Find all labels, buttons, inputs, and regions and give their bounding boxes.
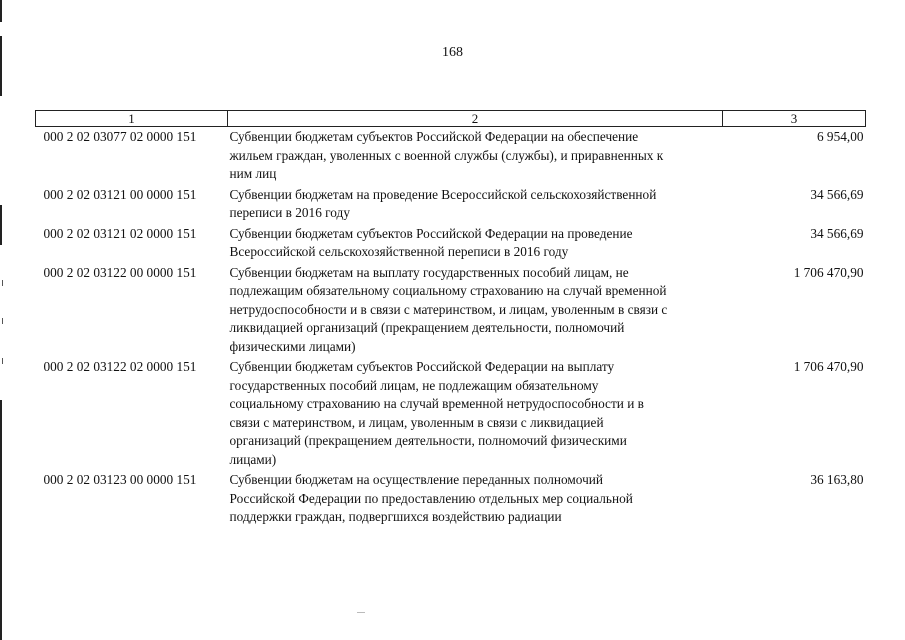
description-line: переписи в 2016 году: [229, 205, 350, 220]
description-line: Субвенции бюджетам на проведение Всероссийской сельскохозяйственной: [229, 186, 657, 202]
amount: 6 954,00: [816, 129, 864, 144]
table-row: [36, 470, 866, 528]
table-row: [36, 224, 866, 263]
budget-code: 000 2 02 03122 02 0000 151: [43, 359, 197, 374]
scan-edge-middle: [0, 205, 2, 245]
description-line: Субвенции бюджетам субъектов Российской Федерации на выплату: [229, 359, 615, 374]
table-row: [36, 263, 866, 358]
description-line: социальному страхованию на случай временной нетрудоспособности и в: [229, 396, 644, 411]
description: [228, 224, 723, 263]
budget-code: 000 2 02 03077 02 0000 151: [43, 129, 197, 144]
amount: 1 706 470,90: [793, 359, 864, 374]
description-line: нетрудоспособности и в связи с материнством, и лицам, уволенным в связи с: [229, 301, 668, 317]
budget-code: 000 2 02 03121 00 0000 151: [43, 186, 197, 202]
scan-edge-lower: [0, 400, 2, 640]
amount: 34 566,69: [810, 225, 864, 241]
amount: 34 566,69: [810, 186, 864, 202]
description: [228, 185, 723, 224]
description-line: физическими лицами): [229, 338, 356, 354]
description-line: ним лиц: [229, 166, 277, 181]
table-header-row: [36, 111, 866, 127]
table-row: [36, 185, 866, 224]
description: [228, 127, 723, 185]
description-line: Субвенции бюджетам на осуществление переданных полномочий: [229, 472, 604, 487]
amount: 36 163,80: [810, 472, 864, 487]
description: [228, 470, 723, 528]
scan-edge-tick: [2, 358, 3, 364]
description-line: Российской Федерации по предоставлению отдельных мер социальной: [229, 490, 633, 506]
table-row: [36, 357, 866, 470]
description-line: поддержки граждан, подвергшихся воздействию радиации: [229, 509, 562, 524]
description-line: организаций (прекращением деятельности, полномочий физическими: [229, 433, 627, 448]
budget-code: 000 2 02 03122 00 0000 151: [43, 264, 197, 280]
scan-edge-tick: [2, 280, 3, 286]
description-line: Субвенции бюджетам на выплату государственных пособий лицам, не: [229, 264, 629, 280]
scan-speck: [357, 612, 365, 613]
scan-edge-tick: [2, 318, 3, 324]
amount: 1 706 470,90: [793, 264, 864, 280]
budget-code: 000 2 02 03121 02 0000 151: [43, 225, 197, 241]
description: [228, 263, 723, 358]
budget-code: 000 2 02 03123 00 0000 151: [43, 472, 197, 487]
budget-table: [35, 110, 866, 528]
description-line: лицами): [229, 451, 277, 467]
page-number: 168: [442, 45, 463, 60]
description-line: ликвидацией организаций (прекращением деятельности, полномочий: [229, 320, 625, 335]
description: [228, 357, 723, 470]
column-header: 2: [228, 111, 723, 127]
scan-edge-top: [0, 0, 2, 22]
column-header: 1: [36, 111, 228, 127]
description-line: Субвенции бюджетам субъектов Российской Федерации на обеспечение: [229, 129, 639, 144]
column-header: 3: [723, 111, 866, 127]
description-line: государственных пособий лицам, не подлежащим обязательному: [229, 377, 599, 393]
description-line: связи с материнством, и лицам, уволенным в связи с ликвидацией: [229, 414, 604, 430]
description-line: Всероссийской сельскохозяйственной переписи в 2016 году: [229, 244, 569, 259]
description-line: Субвенции бюджетам субъектов Российской Федерации на проведение: [229, 225, 633, 241]
description-line: жильем граждан, уволенных с военной службы (службы), и приравненных к: [229, 147, 664, 163]
table-row: [36, 127, 866, 185]
description-line: подлежащим обязательному социальному страхованию на случай временной: [229, 283, 667, 298]
